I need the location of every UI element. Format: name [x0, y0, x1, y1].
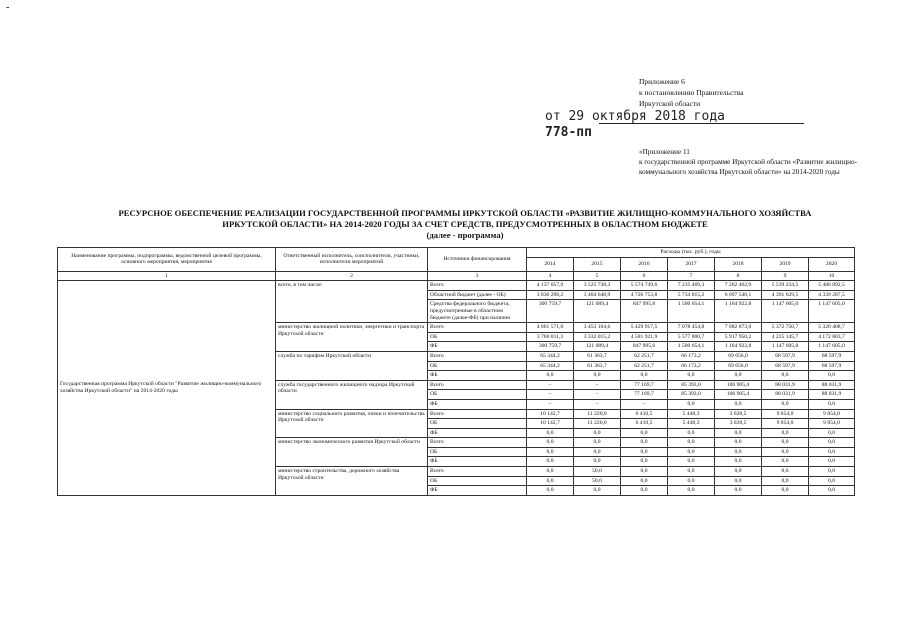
value-cell: 9 854,0: [809, 419, 855, 429]
header-year: 2018: [715, 257, 762, 271]
value-cell: 85 393,0: [668, 380, 715, 390]
value-cell: 7 235 469,3: [668, 281, 715, 291]
value-cell: 0,0: [809, 457, 855, 467]
value-cell: 0,0: [809, 467, 855, 477]
value-cell: 0,0: [621, 371, 668, 381]
source-cell: ОБ: [428, 361, 527, 371]
value-cell: 0,0: [527, 486, 574, 496]
value-cell: 0,0: [527, 438, 574, 448]
appendix-line: Приложение 6: [639, 77, 685, 86]
decree-date-stamp: [545, 109, 725, 124]
value-cell: 50,0: [574, 467, 621, 477]
value-cell: 847 995,6: [621, 342, 668, 352]
value-cell: 68 597,9: [809, 351, 855, 361]
value-cell: 1 147 605,0: [809, 342, 855, 352]
column-index: 9: [762, 271, 809, 281]
header-expenses: Расходы (тыс. руб.), годы: [527, 248, 855, 258]
value-cell: 0,0: [715, 457, 762, 467]
header-name: Наименование программы, подпрограммы, ведомственной целевой программы, основного мероприятия, мероприятия: [58, 248, 276, 272]
value-cell: –: [527, 380, 574, 390]
value-cell: 0,0: [621, 486, 668, 496]
value-cell: 69 656,0: [715, 361, 762, 371]
value-cell: –: [574, 390, 621, 400]
appendix-line: Иркутской области: [639, 99, 701, 108]
source-cell: ФБ: [428, 457, 527, 467]
value-cell: 1 147 605,0: [809, 300, 855, 323]
header-year: 2014: [527, 257, 574, 271]
value-cell: 62 251,7: [621, 361, 668, 371]
value-cell: 4 339 287,5: [809, 290, 855, 300]
value-cell: 0,0: [809, 486, 855, 496]
header-year: 2020: [809, 257, 855, 271]
value-cell: 0,0: [621, 467, 668, 477]
value-cell: 3 525 738,3: [574, 281, 621, 291]
value-cell: 0,0: [809, 438, 855, 448]
value-cell: 61 363,7: [574, 351, 621, 361]
decree-number-stamp: [545, 125, 592, 140]
value-cell: 0,0: [668, 476, 715, 486]
value-cell: 0,0: [527, 467, 574, 477]
column-index: 7: [668, 271, 715, 281]
value-cell: 77 169,7: [621, 390, 668, 400]
value-cell: 10 142,7: [527, 419, 574, 429]
executor-cell: служба государственного жилищного надзора Иркутской области: [276, 380, 428, 409]
value-cell: 0,0: [715, 428, 762, 438]
value-cell: 85 393,0: [668, 390, 715, 400]
value-cell: 3 836 298,2: [527, 290, 574, 300]
executor-cell: министерство экономического развития Иркутской области: [276, 438, 428, 467]
source-cell: ФБ: [428, 371, 527, 381]
value-cell: 1 147 605,0: [762, 300, 809, 323]
value-cell: 0,0: [668, 438, 715, 448]
header-year: 2015: [574, 257, 621, 271]
column-index: 5: [574, 271, 621, 281]
value-cell: 11 220,0: [574, 409, 621, 419]
column-index-row: [58, 271, 855, 281]
value-cell: 0,0: [762, 486, 809, 496]
header-year: 2016: [621, 257, 668, 271]
value-cell: 5 539 234,5: [762, 281, 809, 291]
value-cell: 0,0: [621, 447, 668, 457]
source-cell: Средства федерального бюджета, предусмотренные в областном бюджете (далее-ФБ) при наличии: [428, 300, 527, 323]
value-cell: 121 089,4: [574, 342, 621, 352]
column-index: 8: [715, 271, 762, 281]
value-cell: 0,0: [762, 371, 809, 381]
source-cell: Всего: [428, 438, 527, 448]
value-cell: 5 448,3: [668, 409, 715, 419]
value-cell: 0,0: [762, 428, 809, 438]
source-cell: ФБ: [428, 486, 527, 496]
value-cell: 1 500 654,1: [668, 342, 715, 352]
value-cell: 7 262 462,9: [715, 281, 762, 291]
value-cell: 4 137 057,9: [527, 281, 574, 291]
column-index: 1: [58, 271, 276, 281]
value-cell: 3 332 015,2: [574, 332, 621, 342]
value-cell: 0,0: [715, 399, 762, 409]
executor-cell: министерство жилищной политики, энергетики и транспорта Иркутской области: [276, 323, 428, 352]
value-cell: 6 410,5: [621, 409, 668, 419]
source-cell: Всего: [428, 281, 527, 291]
source-cell: ОБ: [428, 390, 527, 400]
value-cell: 88 031,9: [809, 390, 855, 400]
column-index: 6: [621, 271, 668, 281]
executor-cell: министерство социального развития, опеки и попечительства Иркутской области: [276, 409, 428, 438]
appendix-header: [639, 76, 889, 109]
value-cell: 66 173,2: [668, 361, 715, 371]
value-cell: –: [621, 399, 668, 409]
value-cell: 1 500 654,1: [668, 300, 715, 323]
value-cell: 5 734 815,2: [668, 290, 715, 300]
value-cell: 0,0: [574, 428, 621, 438]
header-executor: Ответственный исполнитель, соисполнители, участники, исполнители мероприятий: [276, 248, 428, 272]
source-cell: ФБ: [428, 342, 527, 352]
value-cell: 0,0: [574, 486, 621, 496]
document-title: [60, 208, 870, 241]
value-cell: 0,0: [715, 467, 762, 477]
value-cell: 4 581 921,9: [621, 332, 668, 342]
value-cell: 0,0: [621, 457, 668, 467]
value-cell: 0,0: [762, 399, 809, 409]
value-cell: 0,0: [809, 476, 855, 486]
value-cell: 6 410,5: [621, 419, 668, 429]
value-cell: 847 995,8: [621, 300, 668, 323]
value-cell: 121 089,4: [574, 300, 621, 323]
source-cell: Всего: [428, 323, 527, 333]
value-cell: 5 577 800,7: [668, 332, 715, 342]
value-cell: 62 251,7: [621, 351, 668, 361]
value-cell: 5 448,3: [668, 419, 715, 429]
value-cell: 9 854,0: [809, 409, 855, 419]
value-cell: 0,0: [715, 486, 762, 496]
column-index: 10: [809, 271, 855, 281]
source-cell: ОБ: [428, 476, 527, 486]
value-cell: 11 220,0: [574, 419, 621, 429]
value-cell: 5 429 917,5: [621, 323, 668, 333]
value-cell: 65 344,2: [527, 351, 574, 361]
source-cell: ОБ: [428, 447, 527, 457]
source-cell: ОБ: [428, 419, 527, 429]
value-cell: 0,0: [809, 399, 855, 409]
value-cell: 61 363,7: [574, 361, 621, 371]
value-cell: 0,0: [574, 371, 621, 381]
decree-number: 778-пп: [545, 125, 592, 140]
value-cell: 0,0: [527, 371, 574, 381]
value-cell: 0,0: [809, 428, 855, 438]
source-cell: Всего: [428, 409, 527, 419]
value-cell: 1 164 922,8: [715, 300, 762, 323]
annex-reference: «Приложение 11 к государственной программе Иркутской области «Развитие жилищно-коммунального хозяйства Иркутской области» на 2014-2020 годы: [639, 148, 857, 176]
header-year: 2019: [762, 257, 809, 271]
source-cell: Всего: [428, 351, 527, 361]
value-cell: 88 031,9: [809, 380, 855, 390]
source-cell: Всего: [428, 380, 527, 390]
value-cell: 0,0: [527, 476, 574, 486]
value-cell: 0,0: [809, 447, 855, 457]
value-cell: 4 391 629,5: [762, 290, 809, 300]
value-cell: 0,0: [762, 476, 809, 486]
value-cell: 1 164 922,8: [715, 342, 762, 352]
column-index: 3: [428, 271, 527, 281]
value-cell: 88 031,9: [762, 380, 809, 390]
value-cell: 3 760 811,3: [527, 332, 574, 342]
table-row: [58, 281, 855, 291]
value-cell: 68 597,9: [809, 361, 855, 371]
value-cell: 0,0: [668, 457, 715, 467]
source-cell: ОБ: [428, 332, 527, 342]
value-cell: 5 372 750,7: [762, 323, 809, 333]
executor-cell: министерство строительства, дорожного хозяйства Иркутской области: [276, 467, 428, 496]
title-line: ИРКУТСКОЙ ОБЛАСТИ» НА 2014-2020 ГОДЫ ЗА СЧЕТ СРЕДСТВ, ПРЕДУСМОТРЕННЫХ В ОБЛАСТНОМ БЮДЖЕТЕ: [222, 219, 708, 229]
value-cell: 0,0: [668, 399, 715, 409]
value-cell: 5 574 749,6: [621, 281, 668, 291]
value-cell: 300 759,7: [527, 300, 574, 323]
value-cell: 68 597,9: [762, 351, 809, 361]
value-cell: 77 169,7: [621, 380, 668, 390]
header-row: [58, 248, 855, 258]
value-cell: 0,0: [621, 428, 668, 438]
value-cell: 0,0: [668, 371, 715, 381]
value-cell: 0,0: [621, 438, 668, 448]
value-cell: 0,0: [668, 428, 715, 438]
value-cell: 88 031,9: [762, 390, 809, 400]
page-corner-mark: -: [6, 2, 16, 13]
value-cell: 0,0: [668, 447, 715, 457]
value-cell: 106 905,4: [715, 380, 762, 390]
value-cell: 106 905,4: [715, 390, 762, 400]
value-cell: 1 147 605,0: [762, 342, 809, 352]
value-cell: 5 486 892,5: [809, 281, 855, 291]
value-cell: 3 453 104,6: [574, 323, 621, 333]
value-cell: 0,0: [527, 457, 574, 467]
value-cell: 0,0: [762, 438, 809, 448]
value-cell: 7 078 454,8: [668, 323, 715, 333]
source-cell: Областной бюджет (далее - ОБ): [428, 290, 527, 300]
value-cell: –: [527, 399, 574, 409]
value-cell: 4 061 571,0: [527, 323, 574, 333]
decree-date: от 29 октября 2018 года: [545, 109, 726, 124]
value-cell: 0,0: [574, 457, 621, 467]
value-cell: 68 597,9: [762, 361, 809, 371]
value-cell: –: [527, 390, 574, 400]
value-cell: 0,0: [809, 371, 855, 381]
value-cell: 9 854,0: [762, 419, 809, 429]
value-cell: 3 028,5: [715, 409, 762, 419]
value-cell: 0,0: [574, 447, 621, 457]
value-cell: 9 854,0: [762, 409, 809, 419]
value-cell: 6 097 540,1: [715, 290, 762, 300]
value-cell: 3 404 648,9: [574, 290, 621, 300]
appendix-line: к постановлению Правительства: [639, 88, 744, 97]
value-cell: 0,0: [574, 438, 621, 448]
value-cell: 0,0: [527, 447, 574, 457]
value-cell: 0,0: [668, 486, 715, 496]
value-cell: 0,0: [762, 447, 809, 457]
executor-cell: всего, в том числе:: [276, 281, 428, 323]
title-line: РЕСУРСНОЕ ОБЕСПЕЧЕНИЕ РЕАЛИЗАЦИИ ГОСУДАРСТВЕННОЙ ПРОГРАММЫ ИРКУТСКОЙ ОБЛАСТИ «РАЗВИТИЕ ЖИЛИЩНО-КОММУНАЛЬНОГО ХОЗЯЙСТВА: [118, 208, 812, 218]
value-cell: –: [574, 399, 621, 409]
value-cell: 65 344,2: [527, 361, 574, 371]
value-cell: 0,0: [621, 476, 668, 486]
value-cell: 0,0: [762, 457, 809, 467]
value-cell: 69 656,0: [715, 351, 762, 361]
source-cell: Всего: [428, 467, 527, 477]
value-cell: 50,0: [574, 476, 621, 486]
value-cell: 5 320 408,7: [809, 323, 855, 333]
date-underline: [599, 123, 804, 124]
value-cell: 66 173,2: [668, 351, 715, 361]
value-cell: 10 142,7: [527, 409, 574, 419]
program-name-cell: Государственная программа Иркутской области "Развитие жилищно-коммунального хозяйства Иркутской области" на 2014-2020 годы: [58, 281, 276, 496]
value-cell: 0,0: [715, 447, 762, 457]
source-cell: ФБ: [428, 399, 527, 409]
value-cell: 0,0: [715, 371, 762, 381]
value-cell: 0,0: [762, 467, 809, 477]
value-cell: 0,0: [715, 476, 762, 486]
source-cell: ФБ: [428, 428, 527, 438]
executor-cell: служба по тарифам Иркутской области: [276, 351, 428, 380]
value-cell: 4 172 803,7: [809, 332, 855, 342]
column-index: 2: [276, 271, 428, 281]
value-cell: –: [574, 380, 621, 390]
value-cell: 4 225 145,7: [762, 332, 809, 342]
column-index: 4: [527, 271, 574, 281]
value-cell: 0,0: [668, 467, 715, 477]
value-cell: 3 028,5: [715, 419, 762, 429]
value-cell: 7 082 873,0: [715, 323, 762, 333]
resource-table: [57, 247, 855, 496]
title-subline: (далее - программа): [426, 230, 504, 240]
header-year: 2017: [668, 257, 715, 271]
value-cell: 5 917 950,2: [715, 332, 762, 342]
value-cell: 0,0: [527, 428, 574, 438]
value-cell: 4 726 753,8: [621, 290, 668, 300]
header-source: Источники финансирования: [428, 248, 527, 272]
value-cell: 300 759,7: [527, 342, 574, 352]
value-cell: 0,0: [715, 438, 762, 448]
